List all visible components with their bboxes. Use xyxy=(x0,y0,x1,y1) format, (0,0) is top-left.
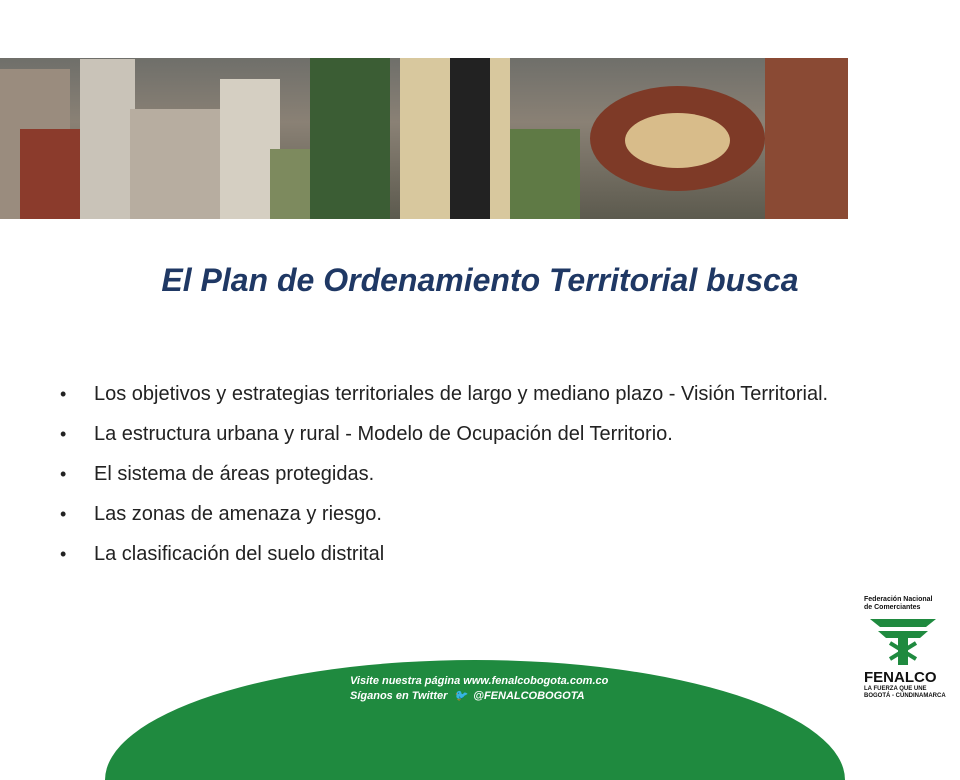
park xyxy=(510,129,580,219)
footer-text xyxy=(350,674,650,704)
slide-title: El Plan de Ordenamiento Territorial busca xyxy=(161,262,799,298)
banner-city-photo xyxy=(0,58,848,219)
footer-website[interactable]: Visite nuestra página www.fenalcobogota.com.co xyxy=(350,675,609,687)
bullet-list xyxy=(60,380,860,580)
building xyxy=(130,109,225,219)
list-item: • El sistema de áreas protegidas. xyxy=(60,460,860,488)
footer-twitter-handle[interactable]: @FENALCOBOGOTA xyxy=(473,690,585,702)
footer-twitter-prefix: Síganos en Twitter xyxy=(350,690,448,702)
building xyxy=(765,58,848,219)
tower-windows xyxy=(450,58,490,219)
fenalco-emblem-icon xyxy=(868,615,938,667)
building xyxy=(270,149,310,219)
trees xyxy=(310,58,390,219)
list-item: • La estructura urbana y rural - Modelo de Ocupación del Territorio. xyxy=(60,420,860,448)
building xyxy=(80,59,135,219)
logo-org-line1: Federación Nacional xyxy=(864,596,933,603)
list-item: • Las zonas de amenaza y riesgo. xyxy=(60,500,860,528)
list-item: • Los objetivos y estrategias territoriales de largo y mediano plazo - Visión Territorial. xyxy=(60,380,860,408)
logo-brand: FENALCO xyxy=(864,669,937,686)
bullring-center xyxy=(625,113,730,168)
fenalco-logo xyxy=(864,596,956,716)
twitter-bird-icon: 🐦 xyxy=(453,690,468,702)
logo-tagline2: BOGOTÁ - CUNDINAMARCA xyxy=(864,693,946,699)
list-item: • La clasificación del suelo distrital xyxy=(60,540,860,568)
logo-org-line2: de Comerciantes xyxy=(864,604,921,611)
footer-twitter-line xyxy=(350,689,650,704)
logo-tagline1: LA FUERZA QUE UNE xyxy=(864,686,927,692)
